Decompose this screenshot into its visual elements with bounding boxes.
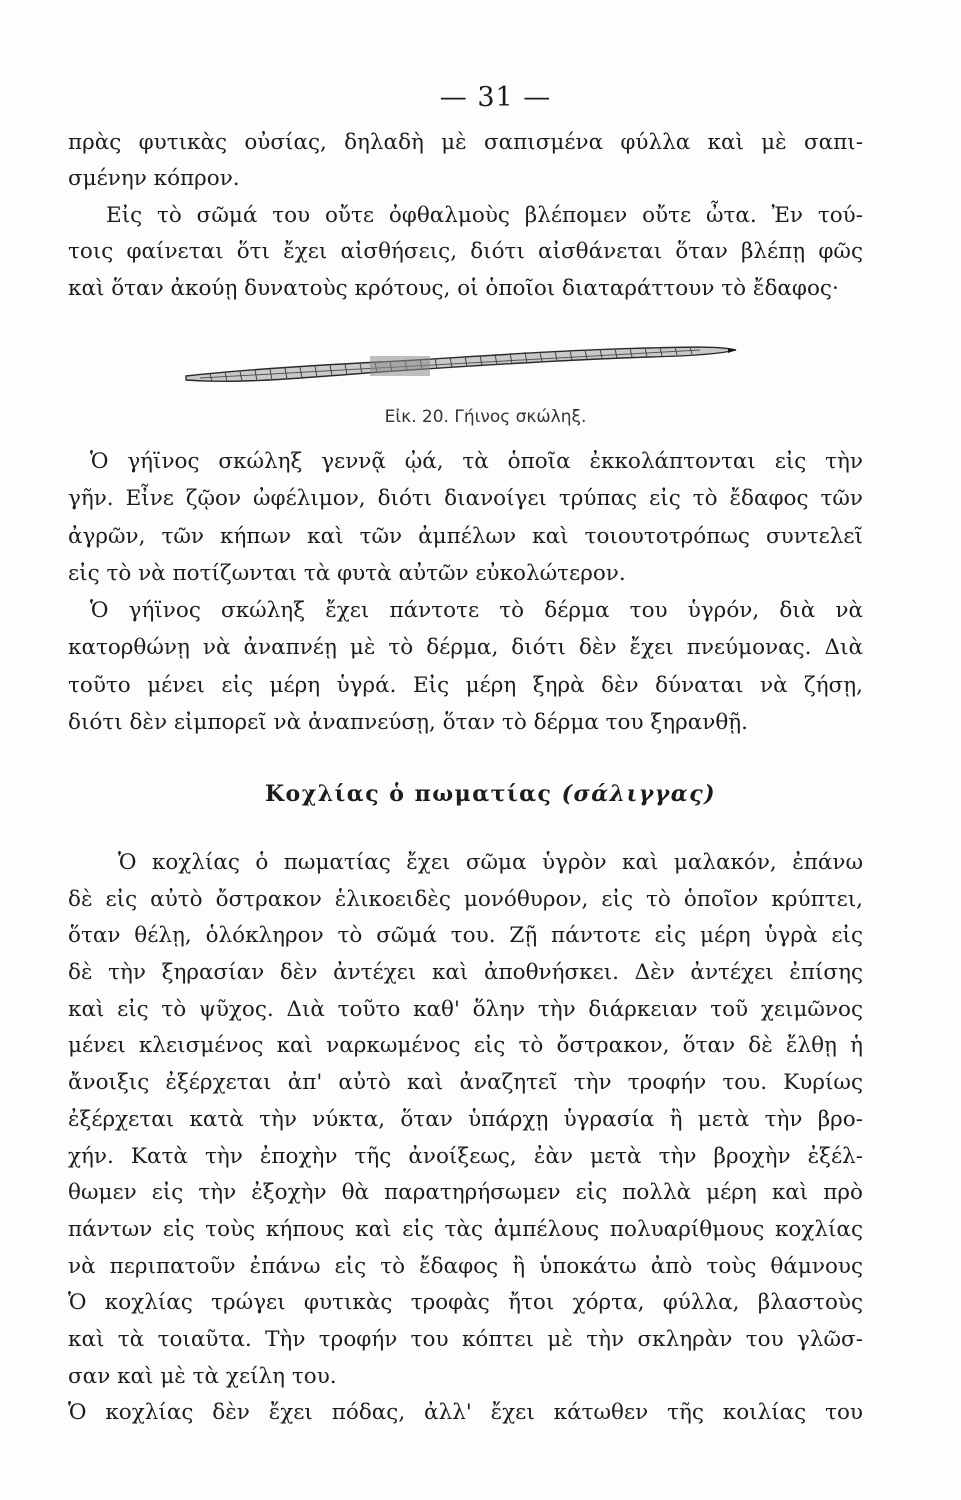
text-line: δὲ τὴν ξηρασίαν δὲν ἀντέχει καὶ ἀποθνήσκει. Δὲν ἀντέχει ἐπίσης	[68, 960, 863, 986]
text-line: κατορθώνῃ νὰ ἀναπνέῃ μὲ τὸ δέρμα, διότι δὲν ἔχει πνεύμονας. Διὰ	[68, 635, 863, 661]
text-line: ἀγρῶν, τῶν κήπων καὶ τῶν ἀμπέλων καὶ τοιουτοτρόπως συντελεῖ	[68, 523, 863, 549]
text-line: μένει κλεισμένος καὶ ναρκωμένος εἰς τὸ ὄστρακον, ὅταν δὲ ἔλθῃ ἡ	[68, 1033, 863, 1059]
text-line: Ὁ γήϊνος σκώληξ γεννᾷ ᾠά, τὰ ὁποῖα ἐκκολάπτονται εἰς τὴν	[90, 449, 863, 474]
text-line: καὶ εἰς τὸ ψῦχος. Διὰ τοῦτο καθ' ὅλην τὴν διάρκειαν τοῦ χειμῶνος	[68, 996, 863, 1022]
worm-clitellum	[370, 356, 430, 376]
section-heading-subtitle: (σάλιγγας)	[561, 781, 717, 807]
text-line: ὅταν θέλῃ, ὁλόκληρον τὸ σῶμά του. Ζῇ πάντοτε εἰς μέρη ὑγρὰ εἰς	[68, 923, 863, 949]
text-line: νὰ περιπατοῦν ἐπάνω εἰς τὸ ἔδαφος ἢ ὑποκάτω ἀπὸ τοὺς θάμνους	[68, 1253, 863, 1279]
text-line: εἰς τὸ νὰ ποτίζωνται τὰ φυτὰ αὐτῶν εὐκολώτερον.	[68, 560, 626, 586]
page-number: — 31 —	[439, 82, 552, 113]
text-line: δὲ εἰς αὐτὸ ὄστρακον ἑλικοειδὲς μονόθυρον, εἰς τὸ ὁποῖον κρύπτει,	[68, 886, 863, 912]
earthworm-illustration	[180, 326, 740, 392]
section-heading	[0, 781, 961, 807]
text-line: τοῦτο μένει εἰς μέρη ὑγρά. Εἰς μέρη ξηρὰ δὲν δύναται νὰ ζήσῃ,	[68, 672, 863, 698]
text-line: Ὁ κοχλίας δὲν ἔχει πόδας, ἀλλ' ἔχει κάτωθεν τῆς κοιλίας του	[68, 1400, 863, 1426]
text-line: πάντων εἰς τοὺς κήπους καὶ εἰς τὰς ἀμπέλους πολυαρίθμους κοχλίας	[68, 1216, 863, 1242]
figure-caption: Εἰκ. 20. Γήινος σκώληξ.	[384, 407, 587, 427]
paragraph-middle	[68, 443, 863, 741]
text-line: γῆν. Εἶνε ζῷον ὠφέλιμον, διότι διανοίγει τρύπας εἰς τὸ ἔδαφος τῶν	[68, 486, 863, 512]
text-line: τοις φαίνεται ὅτι ἔχει αἰσθήσεις, διότι αἰσθάνεται ὅταν βλέπῃ φῶς	[68, 239, 863, 265]
text-line: Ὁ γήϊνος σκώληξ ἔχει πάντοτε τὸ δέρμα του ὑγρόν, διὰ νὰ	[90, 598, 863, 624]
text-line: ἐξέρχεται κατὰ τὴν νύκτα, ὅταν ὑπάρχῃ ὑγρασία ἢ μετὰ τὴν βρο-	[68, 1106, 863, 1132]
text-line: καὶ ὅταν ἀκούῃ δυνατοὺς κρότους, οἱ ὁποῖοι διαταράττουν τὸ ἔδαφος·	[68, 275, 839, 301]
text-line: διότι δὲν εἰμπορεῖ νὰ ἀναπνεύσῃ, ὅταν τὸ δέρμα του ξηρανθῇ.	[68, 710, 749, 736]
text-line: σαν καὶ μὲ τὰ χείλη του.	[68, 1363, 337, 1389]
text-line: ἄνοιξις ἐξέρχεται ἀπ' αὐτὸ καὶ ἀναζητεῖ τὴν τροφήν του. Κυρίως	[68, 1070, 863, 1096]
text-line: σμένην κόπρον.	[68, 166, 240, 192]
text-line: Ὁ κοχλίας ὁ πωματίας ἔχει σῶμα ὑγρὸν καὶ μαλακόν, ἐπάνω	[118, 850, 863, 875]
section-heading-title: Κοχλίας ὁ πωματίας	[264, 781, 553, 807]
text-line: θωμεν εἰς τὴν ἐξοχὴν θὰ παρατηρήσωμεν εἰς πολλὰ μέρη καὶ πρὸ	[68, 1180, 863, 1206]
text-line: Εἰς τὸ σῶμά του οὔτε ὀφθαλμοὺς βλέπομεν οὔτε ὦτα. Ἐν τού-	[106, 202, 863, 228]
text-line: Ὁ κοχλίας τρώγει φυτικὰς τροφὰς ἤτοι χόρτα, φύλλα, βλαστοὺς	[68, 1290, 863, 1316]
text-line: χήν. Κατὰ τὴν ἐποχὴν τῆς ἀνοίξεως, ἐὰν μετὰ τὴν βροχὴν ἐξέλ-	[68, 1143, 863, 1169]
paragraph-bottom	[68, 845, 863, 1432]
text-line: καὶ τὰ τοιαῦτα. Τὴν τροφήν του κόπτει μὲ τὴν σκληρὰν του γλῶσ-	[68, 1326, 863, 1352]
paragraph-top	[68, 125, 863, 307]
worm-midline	[200, 350, 700, 378]
text-line: πρὰς φυτικὰς οὐσίας, δηλαδὴ μὲ σαπισμένα φύλλα καὶ μὲ σαπι-	[68, 130, 863, 155]
